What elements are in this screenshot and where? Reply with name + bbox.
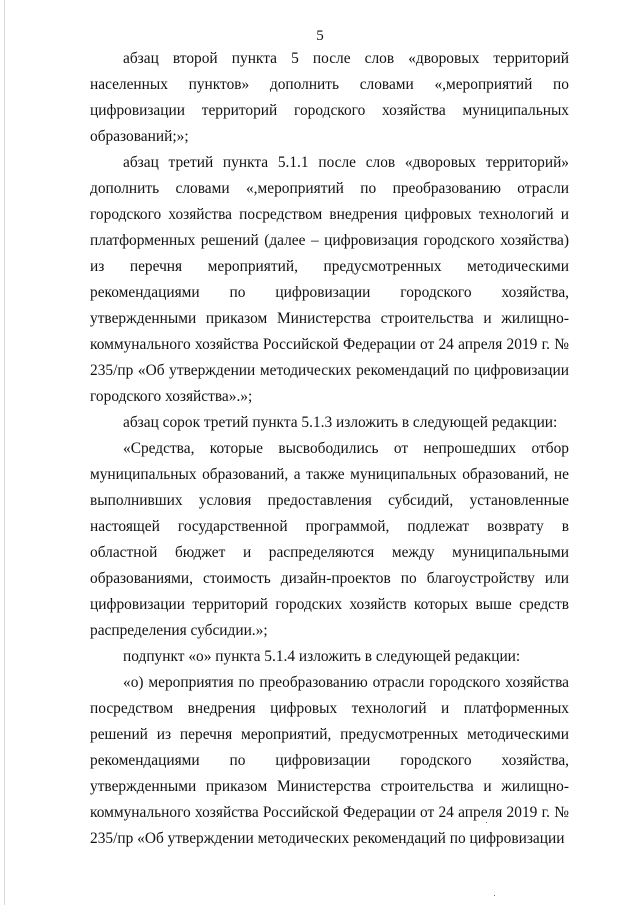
document-body — [90, 46, 569, 852]
scan-speck — [486, 822, 487, 823]
paragraph-2: абзац третий пункта 5.1.1 после слов «дворовых территорий» дополнить словами «,мероприятий по преобразованию отрасли городского хозяйства посредством внедрения цифровых технологий и платформенных решений (далее – цифровизация городского хозяйства) из перечня мероприятий, предусмотренных методическими рекомендациями по цифровизации городского хозяйства, утвержденными приказом Министерства строительства и жилищно-коммунального хозяйства Российской Федерации от 24 апреля 2019 г. № 235/пр «Об утверждении методических рекомендаций по цифровизации городского хозяйства».»; — [90, 154, 569, 405]
scan-speck — [494, 895, 495, 896]
paragraph-3: абзац сорок третий пункта 5.1.3 изложить в следующей редакции: — [123, 414, 558, 431]
paragraph-1: абзац второй пункта 5 после слов «дворовых территорий населенных пунктов» дополнить словами «,мероприятий по цифровизации территорий городского хозяйства муниципальных образований;»; — [90, 50, 569, 145]
paragraph-6: «о) мероприятия по преобразованию отрасли городского хозяйства посредством внедрения цифровых технологий и платформенных решений из перечня мероприятий, предусмотренных методическими рекомендациями по цифровизации городского хозяйства, утвержденными приказом Министерства строительства и жилищно-коммунального хозяйства Российской Федерации от 24 апреля 2019 г. № 235/пр «Об утверждении методических рекомендаций по цифровизации — [90, 674, 569, 847]
paragraph-4: «Средства, которые высвободились от непрошедших отбор муниципальных образований, а также муниципальных образований, не выполнивших условия предоставления субсидий, установленные настоящей государственной программой, подлежат возврату в областной бюджет и распределяются между муниципальными образованиями, стоимость дизайн-проектов по благоустройству или цифровизации территорий городских хозяйств которых выше средств распределения субсидии.»; — [90, 440, 569, 639]
paragraph-5: подпункт «о» пункта 5.1.4 изложить в следующей редакции: — [123, 648, 521, 665]
scan-edge-line — [4, 0, 5, 905]
page-number: 5 — [316, 28, 324, 44]
